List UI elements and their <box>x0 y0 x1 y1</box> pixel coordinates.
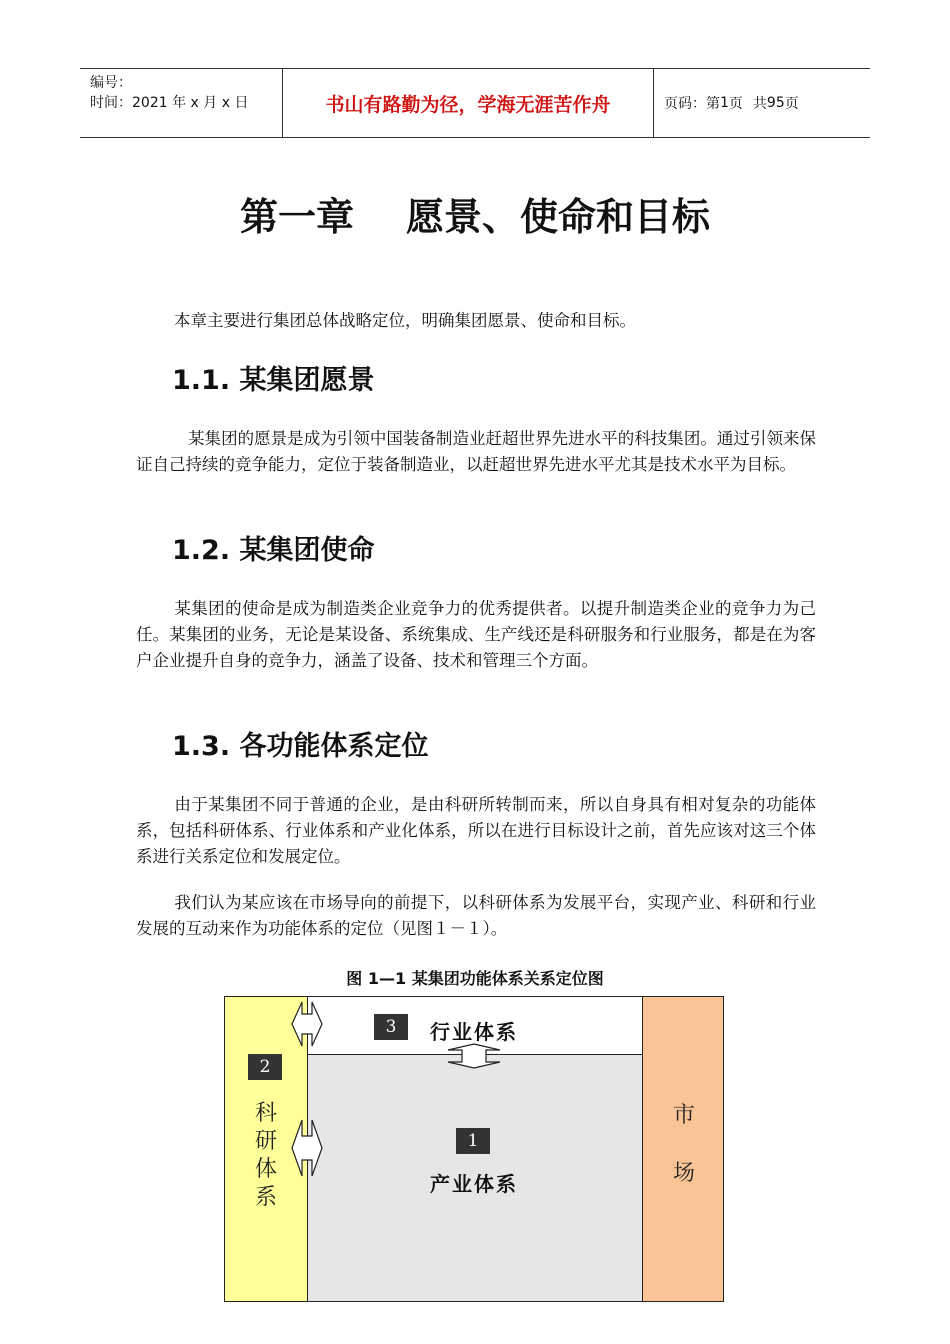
production-number-badge: 1 <box>456 1128 490 1154</box>
paragraph: 某集团的愿景是成为引领中国装备制造业赶超世界先进水平的科技集团。通过引领来保证自己持续的竞争能力，定位于装备制造业，以赶超世界先进水平尤其是技术水平为目标。 <box>136 429 816 474</box>
market-label: 市 场 <box>672 1103 695 1186</box>
industry-number-badge: 3 <box>374 1014 408 1040</box>
header-meta <box>80 69 282 137</box>
double-arrow-icon <box>290 1116 324 1180</box>
page-total-prefix: 共 <box>752 96 767 112</box>
header-number-label: 编号： <box>90 75 132 91</box>
figure-caption: 图 1—1 某集团功能体系关系定位图 <box>346 969 604 988</box>
page-prefix: 页码：第 <box>664 96 720 112</box>
chapter-number: 第一章 <box>239 195 354 239</box>
production-label: 产业体系 <box>430 1172 518 1196</box>
intro-paragraph: 本章主要进行集团总体战略定位，明确集团愿景、使命和目标。 <box>174 311 636 330</box>
paragraph: 某集团的使命是成为制造类企业竞争力的优秀提供者。以提升制造类企业的竞争力为己任。某集团的业务，无论是某设备、系统集成、生产线还是科研服务和行业服务，都是在为客户企业提升自身的竞争力，涵盖了设备、技术和管理三个方面。 <box>136 599 816 670</box>
research-number-badge: 2 <box>248 1054 282 1080</box>
function-system-diagram <box>224 996 724 1302</box>
industry-label: 行业体系 <box>430 1020 518 1044</box>
page-suffix: 页 <box>784 96 799 112</box>
research-label: 科 研 体 系 <box>254 1101 277 1210</box>
page-mid: 页 <box>728 96 743 112</box>
page-total: 95 <box>766 95 785 111</box>
double-arrow-icon <box>290 998 324 1050</box>
paragraph: 我们认为某应该在市场导向的前提下，以科研体系为发展平台，实现产业、科研和行业发展的互动来作为功能体系的定位（见图１－１）。 <box>136 893 816 938</box>
chapter-name: 愿景、使命和目标 <box>406 195 711 239</box>
header-time-label: 时间：2021 年 x 月 x 日 <box>90 95 249 111</box>
page-current: 1 <box>720 95 729 111</box>
paragraph: 由于某集团不同于普通的企业，是由科研所转制而来，所以自身具有相对复杂的功能体系，包括科研体系、行业体系和产业化体系，所以在进行目标设计之前，首先应该对这三个体系进行关系定位和发展定位。 <box>136 795 816 866</box>
section-heading: 1.1. 某集团愿景 <box>172 365 375 396</box>
header-motto: 书山有路勤为径，学海无涯苦作舟 <box>282 69 654 137</box>
header-page-info <box>654 69 870 137</box>
section-heading: 1.2. 某集团使命 <box>172 535 375 566</box>
section-heading: 1.3. 各功能体系定位 <box>172 731 429 762</box>
double-arrow-icon <box>442 1042 506 1070</box>
page-header <box>80 68 870 138</box>
chapter-title <box>0 186 950 241</box>
